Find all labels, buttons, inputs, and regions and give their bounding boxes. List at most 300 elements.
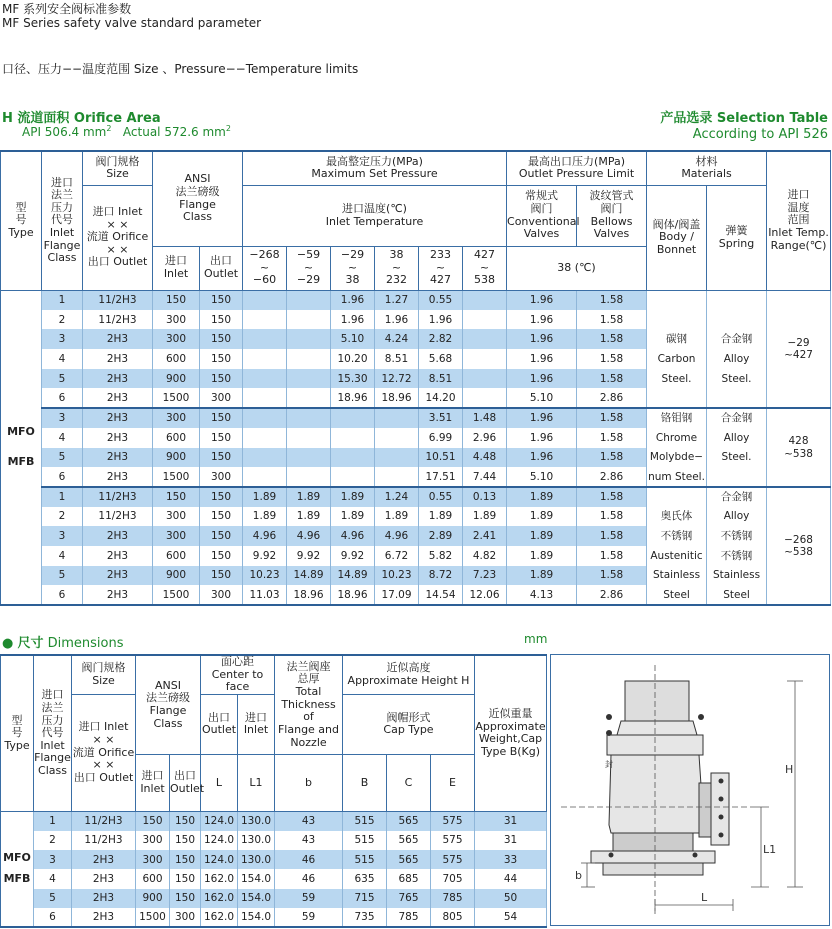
orifice-api-sup: 2: [106, 124, 112, 133]
table-cell: 600: [136, 869, 170, 888]
spring-material-cell: Steel: [707, 585, 767, 605]
table-cell: 6.72: [375, 546, 419, 566]
table-cell: 154.0: [238, 908, 275, 927]
d-thickness: 法兰阀座 总厚 Total Thickness of Flange and Nozzle: [275, 655, 343, 754]
t1-header-row-2: [1, 185, 831, 246]
d-inlet: 进口 Inlet: [136, 754, 170, 811]
table-cell: 3: [42, 329, 83, 349]
table-cell: 4.96: [243, 526, 287, 546]
table-cell: 5: [42, 369, 83, 389]
table-cell: 4.96: [331, 526, 375, 546]
table-cell: 9.92: [243, 546, 287, 566]
table-cell: [243, 408, 287, 428]
table-cell: [287, 467, 331, 487]
body-material-cell: 碳钢: [647, 329, 707, 349]
table-row: [1, 467, 831, 487]
table-cell: 2.41: [463, 526, 507, 546]
d-flange-code: 进口 法兰 压力 代号 Inlet Flange Class: [34, 655, 72, 811]
table-cell: 3: [34, 850, 72, 869]
table-row: [1, 349, 831, 369]
table-cell: 1.89: [331, 487, 375, 507]
table-cell: 1.24: [375, 487, 419, 507]
table-cell: 17.51: [419, 467, 463, 487]
table-cell: 150: [153, 487, 200, 507]
body-material-cell: num Steel.: [647, 467, 707, 487]
table-cell: 1.89: [463, 507, 507, 527]
table-cell: 1.96: [507, 408, 577, 428]
table-cell: 150: [200, 487, 243, 507]
table-cell: 1.89: [243, 507, 287, 527]
table-cell: 0.13: [463, 487, 507, 507]
table-cell: 1500: [153, 388, 200, 408]
table-cell: 8.72: [419, 566, 463, 586]
table-cell: 4.48: [463, 448, 507, 468]
h-spring: 弹簧 Spring: [707, 185, 767, 290]
table-cell: 130.0: [238, 831, 275, 850]
table-cell: 565: [387, 811, 431, 830]
table-cell: 300: [153, 526, 200, 546]
table-cell: 11/2H3: [83, 487, 153, 507]
table-cell: 3: [42, 526, 83, 546]
table-cell: 18.96: [331, 388, 375, 408]
body-material-cell: Steel.: [647, 369, 707, 389]
h-max-set: 最高整定压力(MPa) Maximum Set Pressure: [243, 151, 507, 185]
orifice-actual: Actual 572.6 mm: [122, 125, 226, 139]
dim-type-label-cell: [1, 811, 34, 927]
body-material-cell: 不锈钢: [647, 526, 707, 546]
table-cell: 11/2H3: [72, 811, 136, 830]
table-cell: 7.23: [463, 566, 507, 586]
orifice-api: API 506.4 mm: [22, 125, 107, 139]
table-cell: [287, 448, 331, 468]
body-material-cell: Steel: [647, 585, 707, 605]
table-cell: 18.96: [375, 388, 419, 408]
table-cell: 10.23: [375, 566, 419, 586]
dimensions-table: [0, 654, 547, 928]
h-inlet-temp-range: 进口 温度 范围 Inlet Temp. Range(℃): [767, 151, 831, 290]
h-max-outlet: 最高出口压力(MPa) Outlet Pressure Limit: [507, 151, 647, 185]
body-material-cell: [647, 310, 707, 330]
table-cell: 1.58: [577, 566, 647, 586]
table-row: [1, 507, 831, 527]
table-cell: [243, 467, 287, 487]
table-cell: [331, 467, 375, 487]
body-material-cell: [647, 487, 707, 507]
table-cell: 150: [170, 869, 201, 888]
table-cell: 1.89: [331, 507, 375, 527]
table-cell: 1500: [153, 585, 200, 605]
valve-drawing-svg: [551, 655, 829, 925]
table-cell: 6: [42, 585, 83, 605]
table-row: [1, 585, 831, 605]
table-cell: 2H3: [72, 869, 136, 888]
standard-parameter-table: [0, 150, 831, 606]
table-cell: [243, 369, 287, 389]
h-body: 阀体/阀盖 Body / Bonnet: [647, 185, 707, 290]
dimensions-bullet: ●: [2, 636, 14, 651]
table-cell: 150: [200, 349, 243, 369]
spring-material-cell: [707, 467, 767, 487]
table-cell: 6.99: [419, 428, 463, 448]
table-cell: 515: [343, 831, 387, 850]
d-size-detail: 进口 Inlet × × 流道 Orifice × × 出口 Outlet: [72, 694, 136, 811]
table-cell: 150: [170, 850, 201, 869]
table-cell: 1.58: [577, 349, 647, 369]
table-cell: 1.96: [507, 349, 577, 369]
table-row: [1, 889, 547, 908]
table-cell: 9.92: [331, 546, 375, 566]
table-cell: 43: [275, 811, 343, 830]
table-cell: [375, 467, 419, 487]
h-inlet: 进口 Inlet: [153, 246, 200, 290]
table-cell: 1.58: [577, 310, 647, 330]
table-cell: 300: [153, 310, 200, 330]
valve-dimension-drawing: [550, 654, 830, 926]
table-cell: 765: [387, 889, 431, 908]
table-cell: 1.96: [507, 448, 577, 468]
table-cell: [331, 408, 375, 428]
dim-L1-label: L1: [763, 843, 777, 856]
table-cell: 4.82: [463, 546, 507, 566]
table-cell: 900: [153, 448, 200, 468]
d-E: E: [431, 754, 475, 811]
table-cell: [243, 349, 287, 369]
table-cell: 1500: [136, 908, 170, 927]
table-row: [1, 850, 547, 869]
table-cell: 1.96: [507, 290, 577, 310]
table-cell: 2: [42, 507, 83, 527]
table-cell: 1.48: [463, 408, 507, 428]
d-outlet: 出口 Outlet: [170, 754, 201, 811]
body-material-cell: Austenitic: [647, 546, 707, 566]
dimensions-title-cn: 尺寸: [17, 636, 44, 651]
table-cell: 600: [153, 428, 200, 448]
d-C: C: [387, 754, 431, 811]
temp-range-cell: −268 ~538: [767, 487, 831, 605]
table-cell: [463, 310, 507, 330]
table-cell: 150: [200, 408, 243, 428]
body-material-cell: 铬钼钢: [647, 408, 707, 428]
table-cell: 1.96: [419, 310, 463, 330]
table-cell: 124.0: [201, 811, 238, 830]
table-cell: 12.06: [463, 585, 507, 605]
table-cell: 2H3: [83, 566, 153, 586]
table-cell: 150: [153, 290, 200, 310]
table-row: [1, 329, 831, 349]
table-cell: 515: [343, 850, 387, 869]
d-ctf-inlet: 进口 Inlet: [238, 694, 275, 754]
table-cell: 18.96: [331, 585, 375, 605]
table-cell: 14.89: [331, 566, 375, 586]
table-cell: 1.58: [577, 448, 647, 468]
table-cell: 1.96: [331, 290, 375, 310]
table-cell: 4.13: [507, 585, 577, 605]
table-cell: 150: [136, 811, 170, 830]
table-row: [1, 310, 831, 330]
table-cell: 150: [200, 310, 243, 330]
table-cell: [375, 448, 419, 468]
dim-H-label: H: [785, 763, 794, 776]
orifice-actual-sup: 2: [225, 124, 231, 133]
table-cell: 11/2H3: [72, 831, 136, 850]
table-cell: [463, 329, 507, 349]
spring-material-cell: 不锈钢: [707, 526, 767, 546]
table-cell: 1.96: [331, 310, 375, 330]
table-cell: [463, 290, 507, 310]
table-cell: 900: [153, 369, 200, 389]
table-cell: 18.96: [287, 585, 331, 605]
body-material-cell: 奥氏体: [647, 507, 707, 527]
table-cell: 1.58: [577, 507, 647, 527]
h-bellows: 波纹管式 阀门 Bellows Valves: [577, 185, 647, 246]
table-cell: 2H3: [83, 546, 153, 566]
table-cell: 124.0: [201, 850, 238, 869]
table-cell: 10.23: [243, 566, 287, 586]
table-cell: 1.58: [577, 487, 647, 507]
table-cell: 11/2H3: [83, 310, 153, 330]
table-cell: 3: [42, 408, 83, 428]
table-cell: 2H3: [83, 428, 153, 448]
spring-material-cell: [707, 290, 767, 310]
table-cell: 715: [343, 889, 387, 908]
table-cell: 12.72: [375, 369, 419, 389]
table-row: [1, 546, 831, 566]
table-cell: 1.89: [507, 526, 577, 546]
table-cell: 2H3: [83, 349, 153, 369]
table-cell: 2: [42, 310, 83, 330]
table-cell: 2H3: [83, 408, 153, 428]
table-cell: 1500: [153, 467, 200, 487]
body-material-cell: Chrome: [647, 428, 707, 448]
table-row: [1, 369, 831, 389]
table-cell: 1.89: [287, 507, 331, 527]
h-ansi: ANSI 法兰磅级 Flange Class: [153, 151, 243, 246]
table-cell: 150: [200, 448, 243, 468]
table-cell: 150: [200, 546, 243, 566]
t2-header-row-2: [1, 694, 547, 754]
d-ctf: 面心距 Center to face: [201, 655, 275, 694]
table-cell: [287, 349, 331, 369]
temp-range-cell: 428 ~538: [767, 408, 831, 487]
table-cell: 46: [275, 850, 343, 869]
table-row: [1, 566, 831, 586]
table-cell: 2.86: [577, 388, 647, 408]
table-row: [1, 487, 831, 507]
table-cell: 154.0: [238, 889, 275, 908]
table-cell: [463, 369, 507, 389]
table-cell: 2.86: [577, 467, 647, 487]
table-cell: [243, 428, 287, 448]
table-cell: [287, 290, 331, 310]
table-cell: 300: [153, 408, 200, 428]
orifice-title: H 流道面积 Orifice Area: [2, 111, 161, 126]
table-cell: 33: [475, 850, 547, 869]
table-cell: 150: [200, 329, 243, 349]
table-row: [1, 869, 547, 888]
table-cell: 5.68: [419, 349, 463, 369]
table-cell: 1.89: [243, 487, 287, 507]
table-cell: 43: [275, 831, 343, 850]
header-size-pressure: 口径、压力−−温度范围 Size 、Pressure−−Temperature limits: [2, 62, 359, 76]
dim-type-label-mfb: MFB: [3, 872, 31, 886]
table-cell: [287, 428, 331, 448]
table-cell: [287, 408, 331, 428]
table-cell: 1.89: [507, 507, 577, 527]
table-cell: 3.51: [419, 408, 463, 428]
table-cell: 5: [34, 889, 72, 908]
table-cell: 5: [42, 566, 83, 586]
dimensions-title-en: Dimensions: [47, 636, 124, 651]
table-cell: 150: [200, 428, 243, 448]
table-cell: 1.58: [577, 329, 647, 349]
table-cell: 300: [136, 831, 170, 850]
table-cell: 130.0: [238, 850, 275, 869]
table-cell: 31: [475, 831, 547, 850]
d-height: 近似高度 Approximate Height H: [343, 655, 475, 694]
table-cell: 14.89: [287, 566, 331, 586]
table-cell: 11/2H3: [83, 290, 153, 310]
table-cell: 515: [343, 811, 387, 830]
table-cell: 600: [153, 546, 200, 566]
table-cell: 15.30: [331, 369, 375, 389]
table-cell: 150: [200, 566, 243, 586]
h-flange-code: 进口 法兰 压力 代号 Inlet Flange Class: [42, 151, 83, 290]
table-cell: 162.0: [201, 889, 238, 908]
table-row: [1, 408, 831, 428]
table-cell: 154.0: [238, 869, 275, 888]
table-cell: 4.96: [287, 526, 331, 546]
orifice-subtitle: [22, 124, 231, 139]
table-cell: 46: [275, 869, 343, 888]
table-cell: 1.58: [577, 290, 647, 310]
table-cell: 1.96: [507, 310, 577, 330]
spring-material-cell: Alloy: [707, 349, 767, 369]
h-outlet: 出口 Outlet: [200, 246, 243, 290]
table-cell: 1.89: [507, 546, 577, 566]
spring-material-cell: Steel.: [707, 448, 767, 468]
table-cell: 2H3: [83, 329, 153, 349]
table-cell: 50: [475, 889, 547, 908]
table-cell: [375, 428, 419, 448]
table-cell: 5.82: [419, 546, 463, 566]
type-label-cell: [1, 290, 42, 605]
table-cell: 124.0: [201, 831, 238, 850]
table-cell: 150: [200, 526, 243, 546]
dim-type-label-mfo: MFO: [3, 851, 31, 865]
table-cell: [243, 290, 287, 310]
table-cell: 4.96: [375, 526, 419, 546]
t2-header-row-1: [1, 655, 547, 694]
table-cell: 5.10: [507, 388, 577, 408]
h-inlet-temp: 进口温度(℃) Inlet Temperature: [243, 185, 507, 246]
h-temp-range-1: −59 ~ −29: [287, 246, 331, 290]
selection-title: 产品选录 Selection Table: [660, 111, 828, 126]
table-cell: 565: [387, 850, 431, 869]
table-cell: 54: [475, 908, 547, 927]
dimensions-unit: mm: [524, 632, 548, 646]
table-row: [1, 908, 547, 927]
table-cell: 130.0: [238, 811, 275, 830]
spring-material-cell: 不锈钢: [707, 546, 767, 566]
body-material-cell: Carbon: [647, 349, 707, 369]
d-ctf-outlet: 出口 Outlet: [201, 694, 238, 754]
spring-material-cell: 合金钢: [707, 408, 767, 428]
table-cell: 5.10: [507, 467, 577, 487]
table-cell: 2H3: [72, 908, 136, 927]
table-cell: 575: [431, 850, 475, 869]
table-cell: 1.89: [375, 507, 419, 527]
table-row: [1, 526, 831, 546]
table-cell: [331, 428, 375, 448]
table-cell: 1.96: [507, 428, 577, 448]
table-row: [1, 811, 547, 830]
table-cell: [243, 388, 287, 408]
table-cell: 2.89: [419, 526, 463, 546]
table-cell: 162.0: [201, 908, 238, 927]
table-cell: 2H3: [83, 388, 153, 408]
h-temp-range-0: −268 ~ −60: [243, 246, 287, 290]
table-cell: [287, 369, 331, 389]
table-cell: 635: [343, 869, 387, 888]
table-cell: 300: [200, 585, 243, 605]
d-ansi: ANSI 法兰磅级 Flange Class: [136, 655, 201, 754]
table-cell: 162.0: [201, 869, 238, 888]
spring-material-cell: 合金钢: [707, 329, 767, 349]
table-cell: 300: [200, 388, 243, 408]
table-cell: 1.89: [507, 566, 577, 586]
header-title-cn: MF 系列安全阀标准参数: [2, 2, 132, 16]
table-cell: 565: [387, 831, 431, 850]
table-cell: 8.51: [419, 369, 463, 389]
table-cell: 31: [475, 811, 547, 830]
table-cell: 14.20: [419, 388, 463, 408]
h-size-detail: 进口 Inlet × × 流道 Orifice × × 出口 Outlet: [83, 185, 153, 290]
t1-header-row-1: [1, 151, 831, 185]
table-cell: 4: [42, 428, 83, 448]
table-cell: 150: [200, 507, 243, 527]
table-cell: 1.58: [577, 369, 647, 389]
h-outlet-temp: 38 (℃): [507, 246, 647, 290]
table-cell: 17.09: [375, 585, 419, 605]
table-row: [1, 831, 547, 850]
table-cell: 150: [200, 290, 243, 310]
type-label-mfb: MFB: [7, 455, 35, 469]
dimensions-title: [2, 632, 124, 651]
table-cell: 4: [42, 349, 83, 369]
table-cell: 11/2H3: [83, 507, 153, 527]
table-cell: [287, 310, 331, 330]
table-cell: [463, 349, 507, 369]
table-cell: 2.96: [463, 428, 507, 448]
table-cell: 300: [153, 329, 200, 349]
table-cell: 8.51: [375, 349, 419, 369]
table-cell: 150: [170, 889, 201, 908]
table-cell: 59: [275, 889, 343, 908]
d-type: 型 号 Type: [1, 655, 34, 811]
table-cell: 1.96: [375, 310, 419, 330]
temp-range-cell: −29 ~427: [767, 290, 831, 408]
table-cell: 150: [200, 369, 243, 389]
table-cell: 5.10: [331, 329, 375, 349]
d-cap-type: 阀帽形式 Cap Type: [343, 694, 475, 754]
table-cell: 9.92: [287, 546, 331, 566]
dim-L-label: L: [701, 891, 708, 904]
d-size: 阀门规格 Size: [72, 655, 136, 694]
h-size: 阀门规格 Size: [83, 151, 153, 185]
table-cell: 0.55: [419, 290, 463, 310]
spring-material-cell: Stainless: [707, 566, 767, 586]
table-cell: 1.89: [419, 507, 463, 527]
